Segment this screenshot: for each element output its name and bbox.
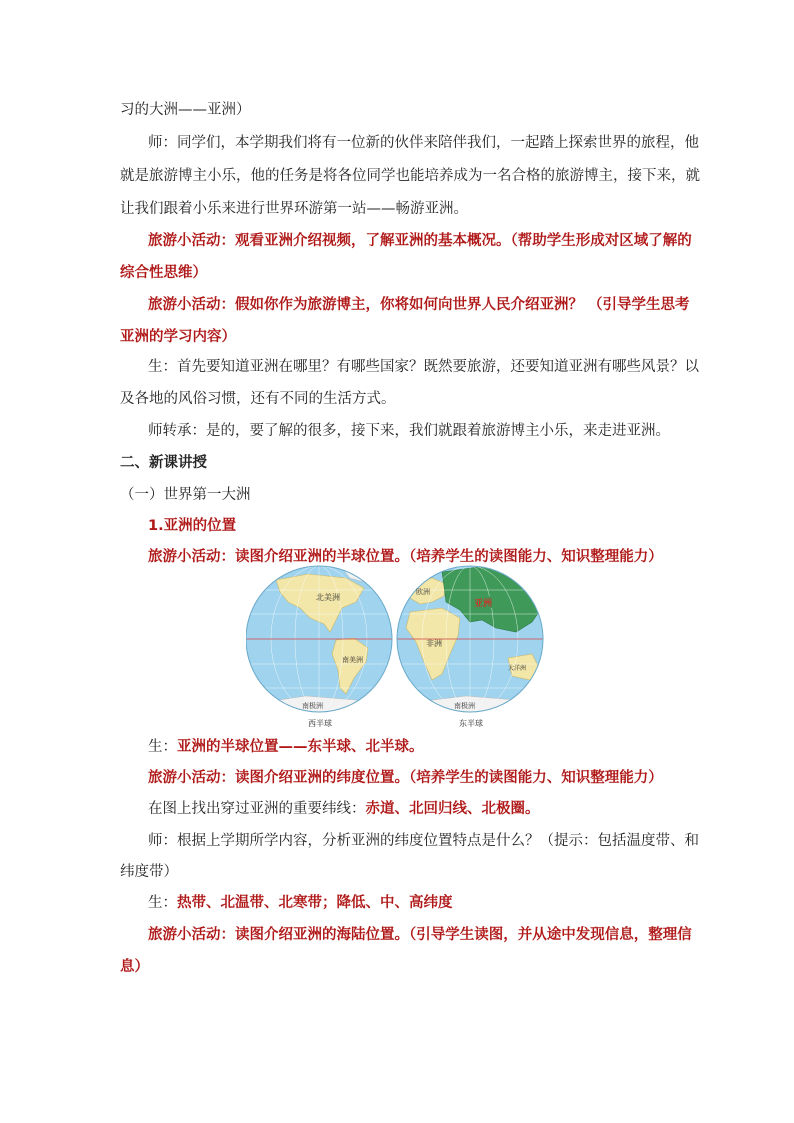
student-answer-line [148, 737, 680, 757]
label-oceania: 大洋洲 [508, 665, 527, 672]
label-africa: 非洲 [426, 639, 442, 648]
student-line: 生：首先要知道亚洲在哪里？有哪些国家？既然要旅游，还要知道亚洲有哪些风景？以 [148, 359, 699, 375]
label-antarctica-east: 南极洲 [454, 702, 475, 710]
text-line: 纬度带） [120, 864, 178, 880]
hemisphere-map [246, 562, 546, 732]
teacher-line: 师：根据上学期所学内容，分析亚洲的纬度位置特点是什么？（提示：包括温度带、和 [148, 833, 699, 849]
activity-line: 旅游小活动：读图介绍亚洲的半球位置。（培养学生的读图能力、知识整理能力） [148, 549, 663, 565]
label-north-america: 北美洲 [316, 593, 340, 602]
label-asia: 亚洲 [474, 599, 493, 609]
activity-line: 旅游小活动：读图介绍亚洲的海陆位置。（引导学生读图，并从途中发现信息，整理信 [148, 927, 692, 943]
instruction-text: 在图上找出穿过亚洲的重要纬线： [148, 801, 366, 817]
label-antarctica-west: 南极洲 [302, 702, 323, 710]
section-heading: 二、新课讲授 [120, 455, 207, 471]
answer-text: 亚洲的半球位置——东半球、北半球。 [177, 739, 424, 755]
western-hemisphere [246, 566, 392, 714]
subsection-heading: （一）世界第一大洲 [120, 487, 251, 503]
activity-line: 旅游小活动：假如你作为旅游博主，你将如何向世界人民介绍亚洲？ （引导学生思考 [148, 297, 690, 313]
activity-line: 旅游小活动：读图介绍亚洲的纬度位置。（培养学生的读图能力、知识整理能力） [148, 770, 663, 786]
label-europe: 欧洲 [416, 588, 430, 596]
text-line: 及各地的风俗习惯，还有不同的生活方式。 [120, 391, 396, 407]
text-line: 习的大洲——亚洲） [120, 102, 251, 118]
teacher-line: 师转承：是的，要了解的很多，接下来，我们就跟着旅游博主小乐，来走进亚洲。 [148, 423, 670, 439]
instruction-line [148, 799, 680, 819]
speaker-label: 生： [148, 895, 177, 911]
teacher-line: 师：同学们，本学期我们将有一位新的伙伴来陪伴我们，一起踏上探索世界的旅程，他 [148, 135, 699, 151]
student-answer-line [148, 893, 680, 913]
west-hemisphere-caption: 西半球 [308, 719, 332, 728]
label-south-america: 南美洲 [342, 656, 363, 664]
topic-heading: 1.亚洲的位置 [148, 518, 237, 534]
answer-text: 赤道、北回归线、北极圈。 [365, 801, 540, 817]
text-line: 就是旅游博主小乐，他的任务是将各位同学也能培养成为一名合格的旅游博主，接下来，就 [120, 168, 700, 184]
text-line: 让我们跟着小乐来进行世界环游第一站——畅游亚洲。 [120, 201, 468, 217]
activity-line: 亚洲的学习内容） [120, 329, 236, 345]
activity-line: 息） [120, 959, 149, 975]
eastern-hemisphere [397, 566, 546, 714]
activity-line: 旅游小活动：观看亚洲介绍视频，了解亚洲的基本概况。（帮助学生形成对区域了解的 [148, 233, 692, 249]
speaker-label: 生： [148, 739, 177, 755]
hemisphere-map-figure [246, 562, 546, 732]
east-hemisphere-caption: 东半球 [459, 719, 483, 728]
activity-line: 综合性思维） [120, 265, 207, 281]
answer-text: 热带、北温带、北寒带；降低、中、高纬度 [177, 895, 453, 911]
